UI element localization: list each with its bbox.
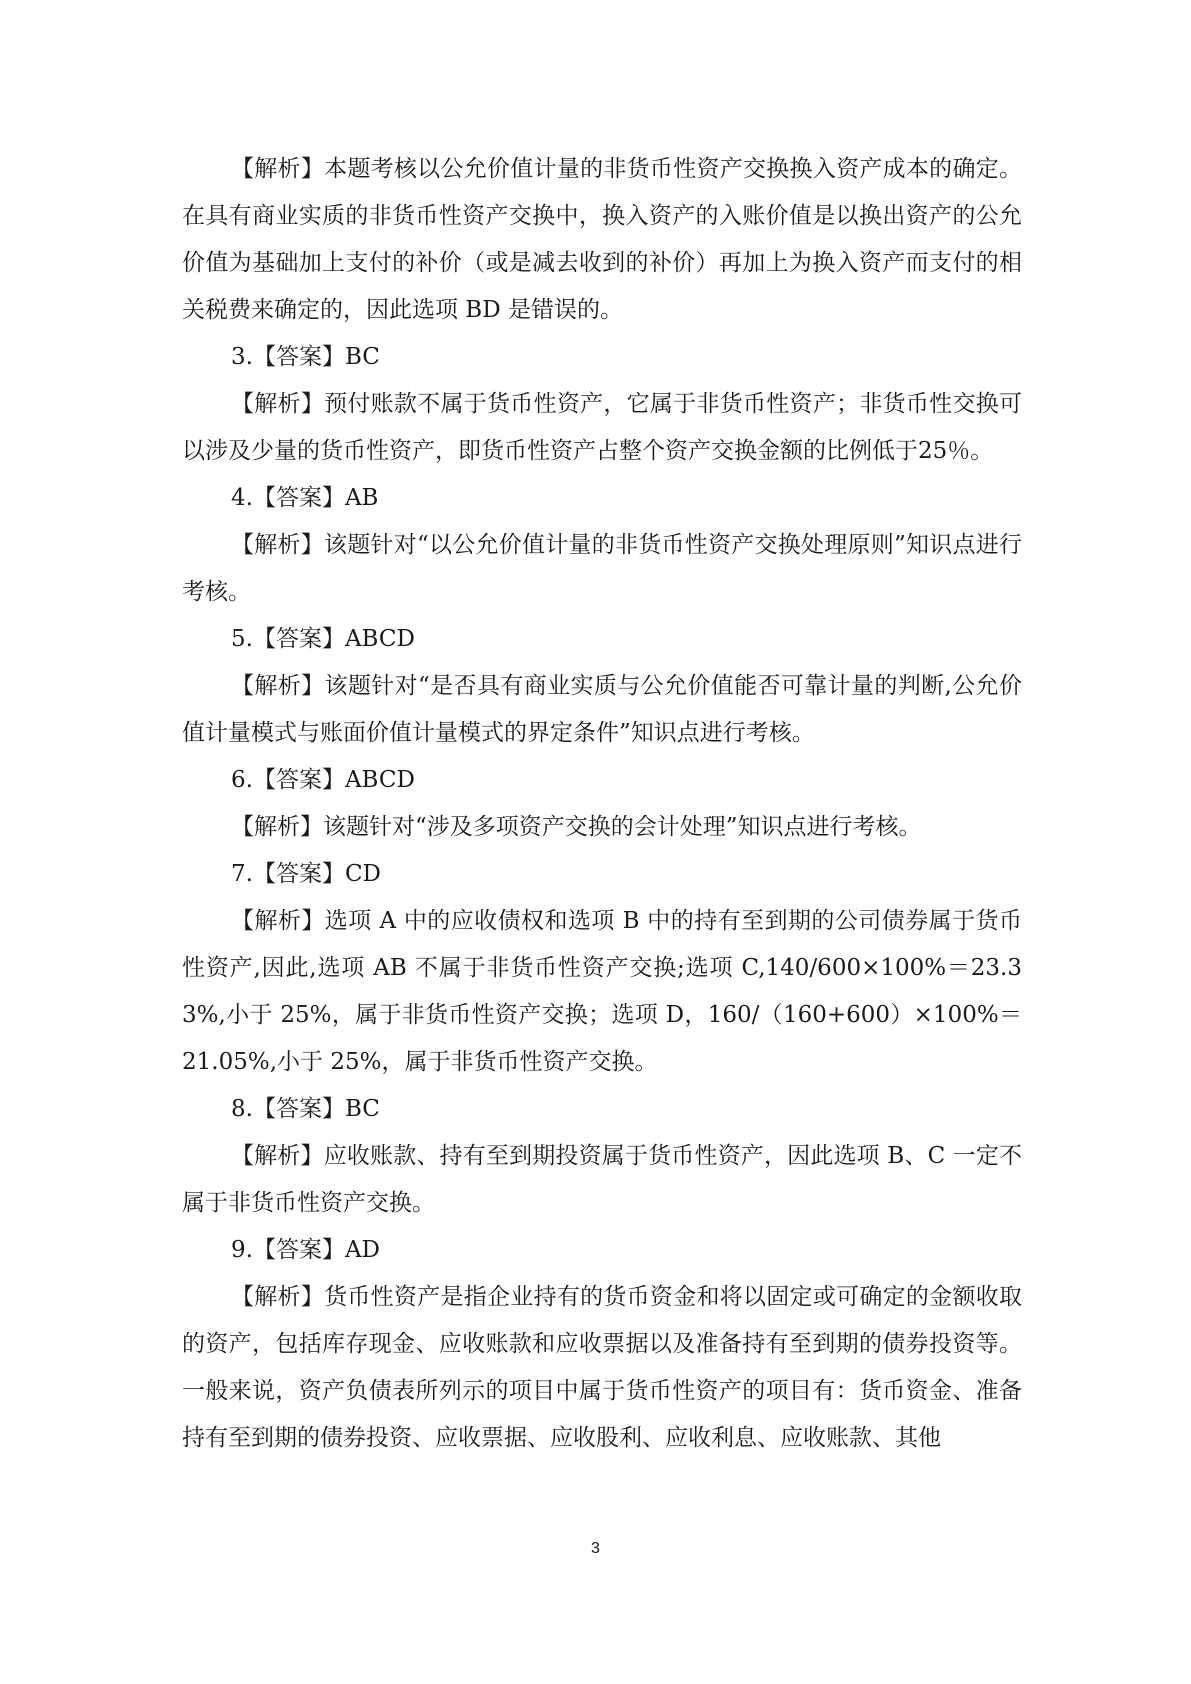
answer-3: 3.【答案】BC: [231, 344, 380, 370]
answer-7: 7.【答案】CD: [231, 861, 381, 887]
analysis-paragraph-8: 【解析】应收账款、持有至到期投资属于货币性资产，因此选项 B、C 一定不属于非货币性资产交换。: [182, 1143, 1022, 1216]
answer-6: 6.【答案】ABCD: [231, 767, 415, 793]
analysis-paragraph-3: 【解析】预付账款不属于货币性资产，它属于非货币性资产；非货币性交换可以涉及少量的货币性资产，即货币性资产占整个资产交换金额的比例低于25％。: [182, 391, 1022, 464]
page-content: [182, 146, 1022, 1462]
answer-4: 4.【答案】AB: [231, 485, 379, 511]
analysis-paragraph-4: 【解析】该题针对“以公允价值计量的非货币性资产交换处理原则”知识点进行考核。: [182, 532, 1022, 605]
analysis-paragraph-7: 【解析】选项 A 中的应收债权和选项 B 中的持有至到期的公司债券属于货币性资产,因此,选项 AB 不属于非货币性资产交换;选项 C,140/600×100%＝23.33%,小于 25%，属于非货币性资产交换；选项 D，160/（160+600）×100%＝21.05%,小于 25%，属于非货币性资产交换。: [182, 908, 1022, 1075]
analysis-paragraph-2: 【解析】本题考核以公允价值计量的非货币性资产交换换入资产成本的确定。在具有商业实质的非货币性资产交换中，换入资产的入账价值是以换出资产的公允价值为基础加上支付的补价（或是减去收到的补价）再加上为换入资产而支付的相关税费来确定的，因此选项 BD 是错误的。: [182, 156, 1022, 323]
analysis-paragraph-5: 【解析】该题针对“是否具有商业实质与公允价值能否可靠计量的判断,公允价值计量模式与账面价值计量模式的界定条件”知识点进行考核。: [182, 673, 1022, 746]
answer-8: 8.【答案】BC: [231, 1096, 380, 1122]
answer-5: 5.【答案】ABCD: [231, 626, 415, 652]
analysis-paragraph-9: 【解析】货币性资产是指企业持有的货币资金和将以固定或可确定的金额收取的资产，包括库存现金、应收账款和应收票据以及准备持有至到期的债券投资等。一般来说，资产负债表所列示的项目中属于货币性资产的项目有：货币资金、准备持有至到期的债券投资、应收票据、应收股利、应收利息、应收账款、其他: [182, 1284, 1022, 1451]
page-number: 3: [591, 1540, 600, 1557]
answer-9: 9.【答案】AD: [231, 1237, 380, 1263]
analysis-paragraph-6: 【解析】该题针对“涉及多项资产交换的会计处理”知识点进行考核。: [231, 814, 922, 840]
